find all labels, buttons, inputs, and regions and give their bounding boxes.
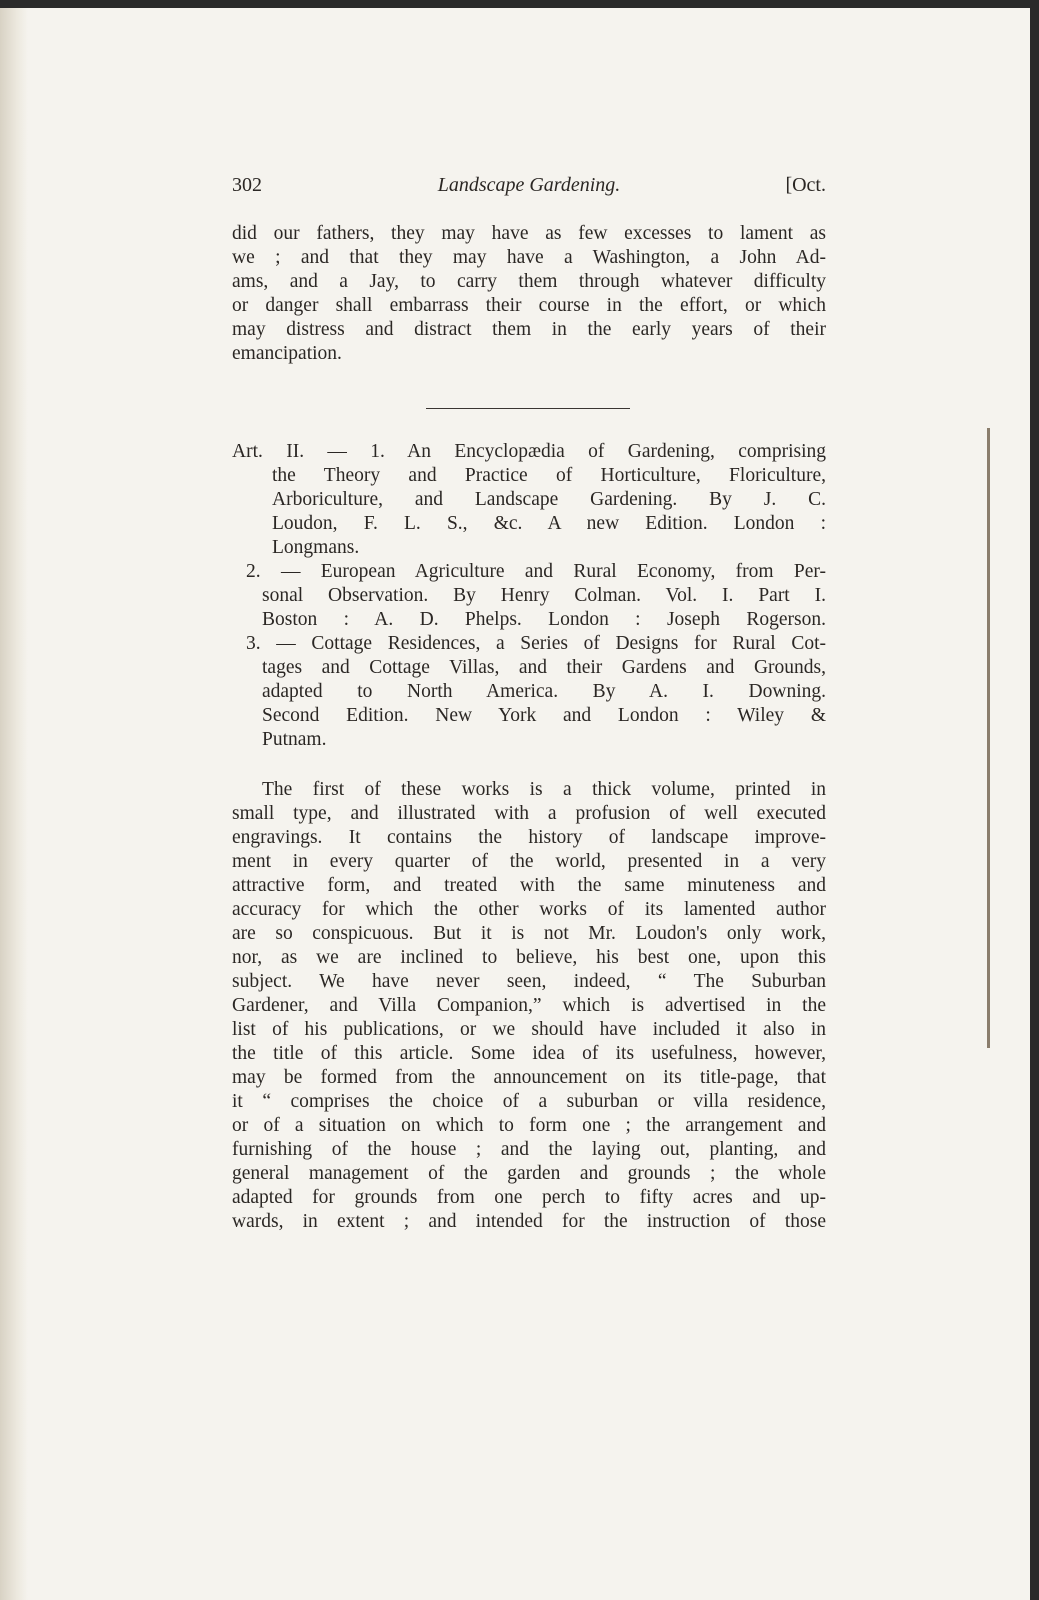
art-line: adapted to North America. By A. I. Downing. [262, 681, 826, 702]
para1-line: ams, and a Jay, to carry them through whatever difficulty [232, 271, 826, 292]
art-line: 3. — Cottage Residences, a Series of Designs for Rural Cot- [246, 633, 826, 654]
para2-line: or of a situation on which to form one ; the arrangement and [232, 1115, 826, 1136]
section-divider [426, 408, 630, 409]
running-header [232, 174, 826, 200]
para2-line: small type, and illustrated with a profusion of well executed [232, 803, 826, 824]
running-month: [Oct. [785, 174, 826, 196]
para2-line: nor, as we are inclined to believe, his best one, upon this [232, 947, 826, 968]
para2-line: subject. We have never seen, indeed, “ The Suburban [232, 971, 826, 992]
para2-line: ment in every quarter of the world, presented in a very [232, 851, 826, 872]
art-line: Art. II. — 1. An Encyclopædia of Gardening, comprising [232, 441, 826, 462]
art-line: Putnam. [262, 729, 327, 750]
para2-line: Gardener, and Villa Companion,” which is advertised in the [232, 995, 826, 1016]
para1-line: we ; and that they may have a Washington, a John Ad- [232, 247, 826, 268]
art-line: Loudon, F. L. S., &c. A new Edition. London : [272, 513, 826, 534]
art-line: Arboriculture, and Landscape Gardening. By J. C. [272, 489, 826, 510]
para2-line: The first of these works is a thick volume, printed in [262, 779, 826, 800]
para1-line: or danger shall embarrass their course in the effort, or which [232, 295, 826, 316]
running-title: Landscape Gardening. [437, 174, 621, 196]
para2-line: general management of the garden and grounds ; the whole [232, 1163, 826, 1184]
para2-line: attractive form, and treated with the same minuteness and [232, 875, 826, 896]
para2-line: the title of this article. Some idea of its usefulness, however, [232, 1043, 826, 1064]
page-number: 302 [232, 174, 262, 196]
para2-line: accuracy for which the other works of its lamented author [232, 899, 826, 920]
art-line: Longmans. [272, 537, 360, 558]
para2-line: engravings. It contains the history of landscape improve- [232, 827, 826, 848]
binding-mark [987, 428, 990, 1048]
para2-line: may be formed from the announcement on its title-page, that [232, 1067, 826, 1088]
para2-line: are so conspicuous. But it is not Mr. Loudon's only work, [232, 923, 826, 944]
art-line: the Theory and Practice of Horticulture, Floriculture, [272, 465, 826, 486]
art-line: Second Edition. New York and London : Wiley & [262, 705, 826, 726]
para1-line: emancipation. [232, 343, 342, 364]
para1-line: did our fathers, they may have as few excesses to lament as [232, 223, 826, 244]
art-line: tages and Cottage Villas, and their Gardens and Grounds, [262, 657, 826, 678]
art-line: sonal Observation. By Henry Colman. Vol. I. Part I. [262, 585, 826, 606]
worn-page-edge [0, 8, 28, 1600]
para1-line: may distress and distract them in the early years of their [232, 319, 826, 340]
art-line: 2. — European Agriculture and Rural Economy, from Per- [246, 561, 826, 582]
para2-line: wards, in extent ; and intended for the instruction of those [232, 1211, 826, 1232]
para2-line: adapted for grounds from one perch to fifty acres and up- [232, 1187, 826, 1208]
para2-line: list of his publications, or we should have included it also in [232, 1019, 826, 1040]
para2-line: it “ comprises the choice of a suburban or villa residence, [232, 1091, 826, 1112]
para2-line: furnishing of the house ; and the laying out, planting, and [232, 1139, 826, 1160]
art-line: Boston : A. D. Phelps. London : Joseph Rogerson. [262, 609, 826, 630]
